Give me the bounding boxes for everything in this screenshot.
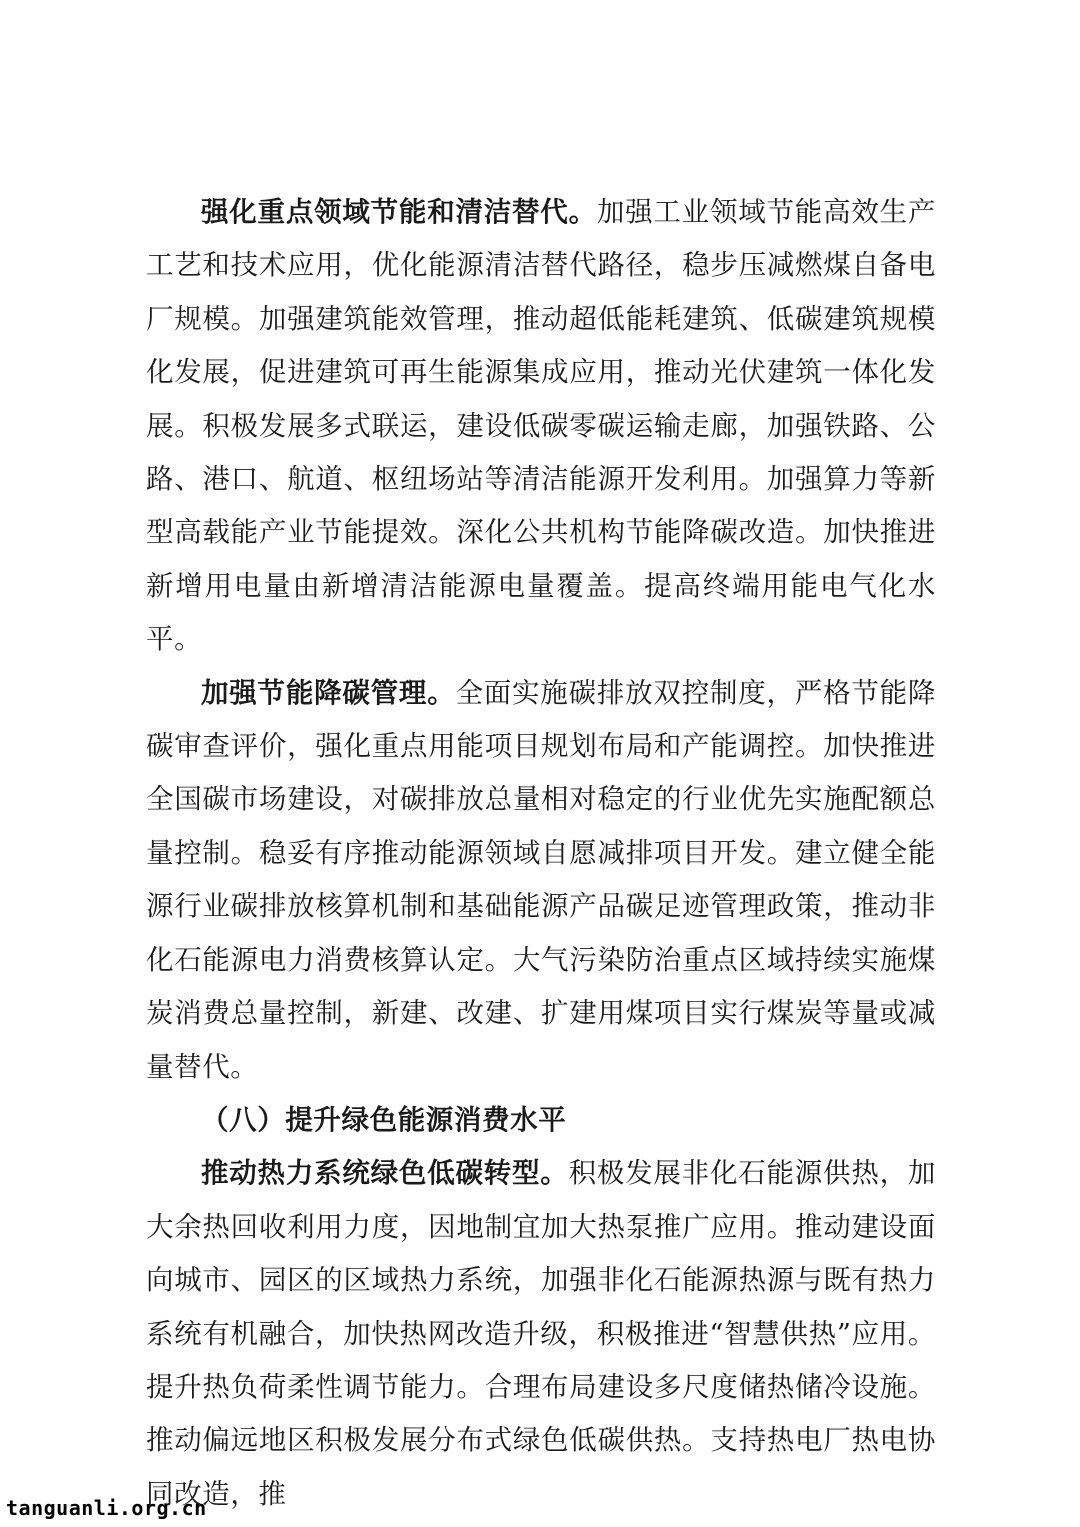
paragraph-lead: 强化重点领域节能和清洁替代。 [201,196,597,228]
paragraph-text: 加强工业领域节能高效生产工艺和技术应用，优化能源清洁替代路径，稳步压减燃煤自备电厂规模。加强建筑能效管理，推动超低能耗建筑、低碳建筑规模化发展，促进建筑可再生能源集成应用，推动光伏建筑一体化发展。积极发展多式联运，建设低碳零碳运输走廊，加强铁路、公路、港口、航道、枢纽场站等清洁能源开发利用。加强算力等新型高载能产业节能提效。深化公共机构节能降碳改造。加快推进新增用电量由新增清洁能源电量覆盖。提高终端用能电气化水平。 [146,196,936,656]
paragraph-energy-substitution [146,186,936,667]
site-watermark: tanguanli.org.cn [6,1496,207,1520]
paragraph-text: 积极发展非化石能源供热，加大余热回收利用力度，因地制宜加大热泵推广应用。推动建设面向城市、园区的区域热力系统，加强非化石能源热源与既有热力系统有机融合，加快热网改造升级，积极推进“智慧供热”应用。提升热负荷柔性调节能力。合理布局建设多尺度储热储冷设施。推动偏远地区积极发展分布式绿色低碳供热。支持热电厂热电协同改造，推 [146,1157,936,1510]
paragraph-lead: 加强节能降碳管理。 [201,676,456,709]
section-heading: （八）提升绿色能源消费水平 [201,1103,567,1136]
paragraph-lead: 推动热力系统绿色低碳转型。 [201,1157,569,1190]
paragraph-text: 全面实施碳排放双控制度，严格节能降碳审查评价，强化重点用能项目规划布局和产能调控。加快推进全国碳市场建设，对碳排放总量相对稳定的行业优先实施配额总量控制。稳妥有序推动能源领域自愿减排项目开发。建立健全能源行业碳排放核算机制和基础能源产品碳足迹管理政策，推动非化石能源电力消费核算认定。大气污染防治重点区域持续实施煤炭消费总量控制，新建、改建、扩建用煤项目实行煤炭等量或减量替代。 [146,676,936,1083]
paragraph-heating-system [146,1147,936,1521]
paragraph-carbon-management [146,667,936,1094]
document-body [146,186,936,1521]
